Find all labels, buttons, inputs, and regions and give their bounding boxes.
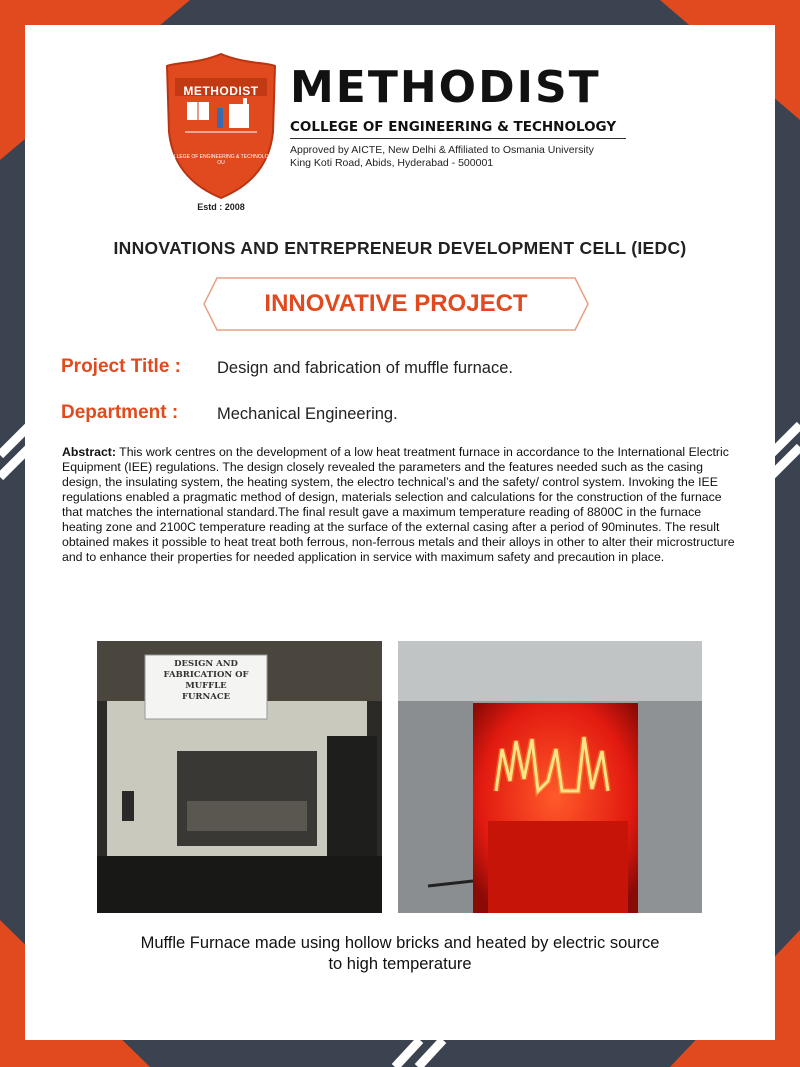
- poster-card: [25, 25, 775, 1040]
- address-line: King Koti Road, Abids, Hyderabad - 500001: [290, 157, 494, 169]
- college-subtitle: COLLEGE OF ENGINEERING & TECHNOLOGY: [290, 119, 617, 135]
- furnace-photo-right: [398, 641, 702, 913]
- project-title-label: Project Title :: [61, 356, 182, 377]
- caption-line-2: to high temperature: [328, 955, 472, 973]
- established-year: Estd : 2008: [197, 202, 245, 212]
- department-value: Mechanical Engineering.: [217, 405, 398, 423]
- furnace-sign: [145, 659, 267, 703]
- sign-line: DESIGN AND: [174, 659, 238, 669]
- brand-divider: [290, 138, 626, 139]
- college-name: METHODIST: [290, 62, 601, 113]
- college-approval: [290, 144, 594, 170]
- project-title-value: Design and fabrication of muffle furnace.: [217, 359, 513, 377]
- furnace-hot-illustration: [398, 641, 702, 913]
- shield-icon: [165, 52, 277, 202]
- caption-line-1: Muffle Furnace made using hollow bricks and heated by electric source: [140, 934, 660, 952]
- approval-line: Approved by AICTE, New Delhi & Affiliated to Osmania University: [290, 144, 594, 156]
- photo-caption: [65, 933, 735, 975]
- cell-heading: INNOVATIONS AND ENTREPRENEUR DEVELOPMENT CELL (IEDC): [113, 238, 687, 258]
- sign-line: FABRICATION OF: [163, 670, 249, 680]
- abstract: [62, 445, 742, 565]
- furnace-photo-left: [97, 641, 382, 913]
- abstract-label: Abstract:: [62, 445, 116, 459]
- college-emblem: [165, 52, 277, 217]
- abstract-text: This work centres on the development of a low heat treatment furnace in accordance to the International Electric Equipment (IEE) regulations. The design closely revealed the parameters and the features needed such as the casing design, the insulating system, the heating system, the electro technical’s and the safety/ control system. Invoking the IEE regulations enabled a pragmatic method of design, materials selection and calculations for the construction of the furnace that matches the international standard.The final result gave a maximum temperature reading of 8800C in the furnace heating zone and 2100C temperature reading at the surface of the external casing after a period of 90minutes. The result obtained makes it possible to heat treat both ferrous, non-ferrous metals and their alloys in other to alter their microstructure and to enhance their properties for needed application in service with maximum safety and precaution in place.: [62, 445, 735, 564]
- sign-line: MUFFLE: [185, 681, 227, 691]
- emblem-title: METHODIST: [183, 84, 259, 98]
- emblem-subtitle: COLLEGE OF ENGINEERING & TECHNOLOGY OU: [166, 154, 276, 166]
- banner-title: INNOVATIVE PROJECT: [264, 290, 528, 317]
- sign-line: FURNACE: [181, 692, 231, 702]
- department-label: Department :: [61, 402, 179, 423]
